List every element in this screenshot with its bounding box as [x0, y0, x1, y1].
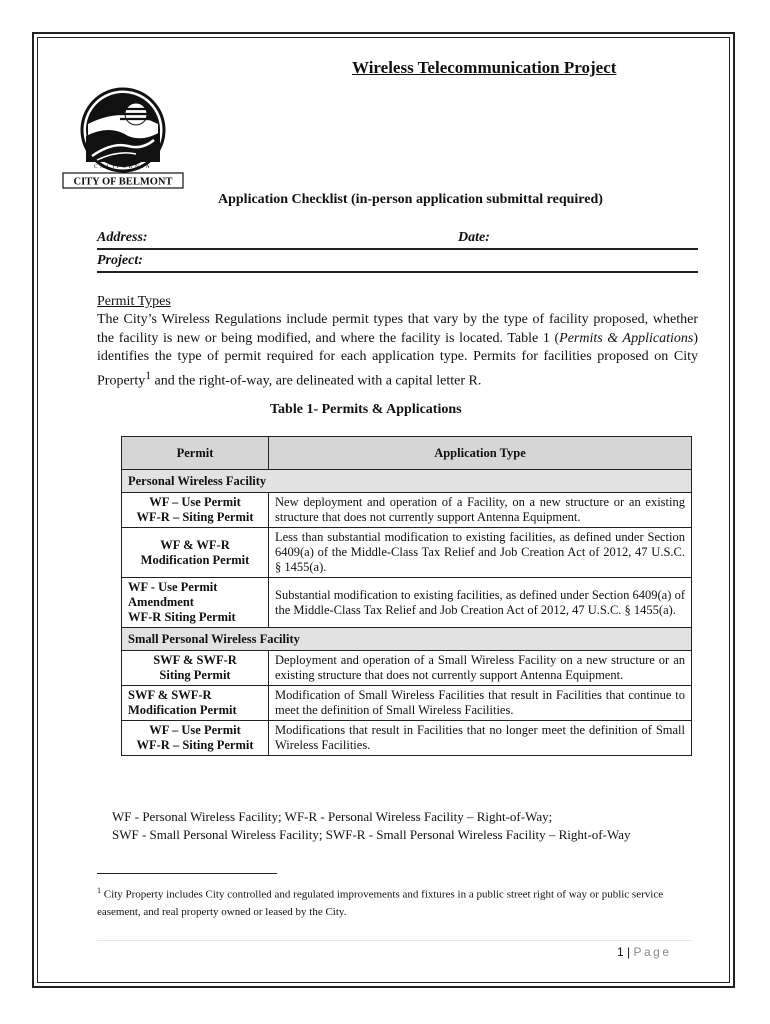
permit-line: WF - Use Permit	[128, 580, 218, 594]
application-type-cell: Modifications that result in Facilities that no longer meet the definition of Small Wireless Facilities.	[269, 721, 692, 756]
application-type-cell: New deployment and operation of a Facility, on a new structure or an existing structure that does not currently support Antenna Equipment.	[269, 493, 692, 528]
footnote-marker: 1	[97, 886, 101, 895]
page-label: Page	[633, 945, 672, 959]
footnote-divider	[97, 873, 277, 874]
table-row	[122, 493, 692, 528]
city-seal-logo	[62, 84, 184, 190]
logo-state-text: CALIFORNIA	[93, 164, 153, 170]
group-label: Personal Wireless Facility	[122, 470, 692, 493]
permit-cell	[122, 686, 269, 721]
header-permit: Permit	[122, 437, 269, 470]
legend-line: WF - Personal Wireless Facility; WF-R - Personal Wireless Facility – Right-of-Way;	[112, 809, 553, 824]
permit-line: WF & WF-R	[160, 537, 230, 552]
permit-types-heading: Permit Types	[97, 294, 171, 309]
page-number-value: 1	[617, 945, 624, 959]
permit-line: Amendment	[128, 595, 194, 609]
date-label: Date:	[458, 230, 490, 245]
permit-line: WF-R – Siting Permit	[136, 738, 254, 752]
table-legend	[112, 808, 630, 844]
application-type-cell: Less than substantial modification to existing facilities, as defined under Section 6409(a) of the Middle-Class Tax Relief and Job Creation Act of 2012, 47 U.S.C. § 1455(a).	[269, 528, 692, 578]
footnote-reference: 1	[145, 368, 152, 382]
permit-line: SWF & SWF-R	[153, 653, 237, 667]
project-field	[97, 253, 698, 273]
permit-cell	[122, 578, 269, 628]
project-label: Project:	[97, 253, 143, 268]
permit-cell	[122, 721, 269, 756]
permit-line: WF – Use Permit	[149, 495, 241, 509]
footer-divider	[97, 940, 692, 941]
permit-line: Siting Permit	[159, 668, 231, 682]
table-header-row	[122, 437, 692, 470]
table-row	[122, 721, 692, 756]
table-row	[122, 686, 692, 721]
page-number	[617, 945, 672, 959]
legend-line: SWF - Small Personal Wireless Facility; SWF-R - Small Personal Wireless Facility – Right-of-Way	[112, 827, 631, 842]
permit-line: WF-R Siting Permit	[128, 610, 236, 624]
permit-types-paragraph: The City’s Wireless Regulations include permit types that vary by the type of facility proposed, whether the facility is new or being modified, and where the facility is located. Table 1 (Permits & Applications) identifies the type of permit required for each application type. Permits for facilities proposed on City Property$^1$ and the right-of-way, are delineated with a capital letter R.	[97, 312, 698, 389]
permit-line: WF-R – Siting Permit	[136, 510, 254, 524]
page-separator: |	[627, 945, 631, 959]
table-row	[122, 651, 692, 686]
application-type-cell: Substantial modification to existing facilities, as defined under Section 6409(a) of the Middle-Class Tax Relief and Job Creation Act of 2012, 47 U.S.C. § 1455(a).	[269, 578, 692, 628]
permit-cell	[122, 493, 269, 528]
footnote-text: City Property includes City controlled and regulated improvements and fixtures in a public street right of way or public service easement, and real property owned or leased by the City.	[97, 888, 664, 918]
header-application-type: Application Type	[269, 437, 692, 470]
permit-cell	[122, 651, 269, 686]
checklist-subtitle: Application Checklist (in-person application submittal required)	[218, 192, 603, 207]
table-row	[122, 578, 692, 628]
permit-cell	[122, 528, 269, 578]
application-type-cell: Modification of Small Wireless Facilities that result in Facilities that continue to meet the definition of Small Wireless Facilities.	[269, 686, 692, 721]
permit-line: SWF & SWF-R	[128, 688, 212, 702]
logo-city-text: CITY OF BELMONT	[73, 176, 173, 188]
permit-line: Modification Permit	[140, 552, 250, 567]
footnote	[97, 882, 697, 921]
application-type-cell: Deployment and operation of a Small Wireless Facility on a new structure or an existing structure that does not currently support Antenna Equipment.	[269, 651, 692, 686]
table-row	[122, 528, 692, 578]
table-title: Table 1- Permits & Applications	[270, 402, 462, 417]
permits-table	[121, 436, 692, 756]
permit-line: WF – Use Permit	[149, 723, 241, 737]
address-field	[97, 230, 698, 250]
group-label: Small Personal Wireless Facility	[122, 628, 692, 651]
table-group-row	[122, 628, 692, 651]
address-label: Address:	[97, 230, 148, 245]
table-group-row	[122, 470, 692, 493]
permit-line: Modification Permit	[128, 703, 237, 717]
document-title: Wireless Telecommunication Project	[352, 58, 617, 77]
